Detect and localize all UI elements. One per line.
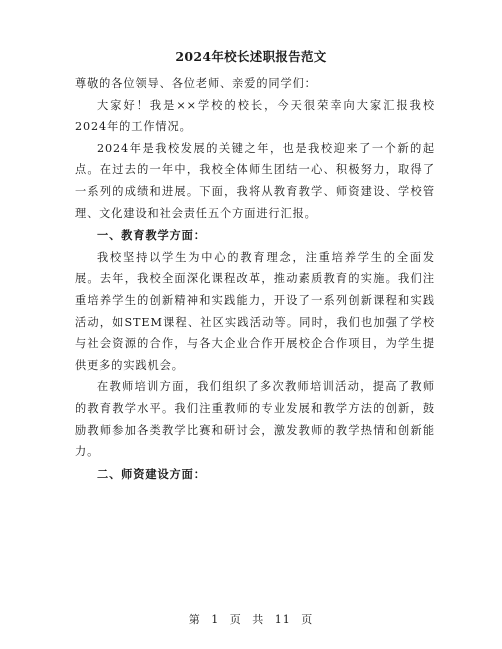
page-footer: 第 1 页 共 11 页 (188, 613, 314, 626)
paragraph-overview: 2024年是我校发展的关键之年，也是我校迎来了一个新的起点。在过去的一年中，我校全体师生团结一心、积极努力，取得了一系列的成绩和进展。下面，我将从教育教学、师资建设、学校管理、文化建设和社会责任五个方面进行汇报。 (75, 141, 435, 220)
section-heading-staff: 二、师资建设方面： (97, 466, 206, 481)
paragraph-greeting: 大家好！我是××学校的校长，今天很荣幸向大家汇报我校2024年的工作情况。 (75, 98, 435, 134)
section-heading-teaching: 一、教育教学方面： (97, 228, 206, 243)
paragraph-teaching-1: 我校坚持以学生为中心的教育理念，注重培养学生的全面发展。去年，我校全面深化课程改革，推动素质教育的实施。我们注重培养学生的创新精神和实践能力，开设了一系列创新课程和实践活动，如STEM课程、社区实践活动等。同时，我们也加强了学校与社会资源的合作，与各大企业合作开展校企合作项目，为学生提供更多的实践机会。 (75, 250, 435, 372)
document-title: 2024年校长述职报告范文 (175, 49, 327, 64)
document-body (75, 73, 435, 485)
salutation: 尊敬的各位领导、各位老师、亲爱的同学们： (75, 77, 317, 90)
paragraph-teaching-2: 在教师培训方面，我们组织了多次教师培训活动，提高了教师的教育教学水平。我们注重教师的专业发展和教学方法的创新，鼓励教师参加各类教学比赛和研讨会，激发教师的教学热情和创新能力。 (75, 380, 435, 459)
